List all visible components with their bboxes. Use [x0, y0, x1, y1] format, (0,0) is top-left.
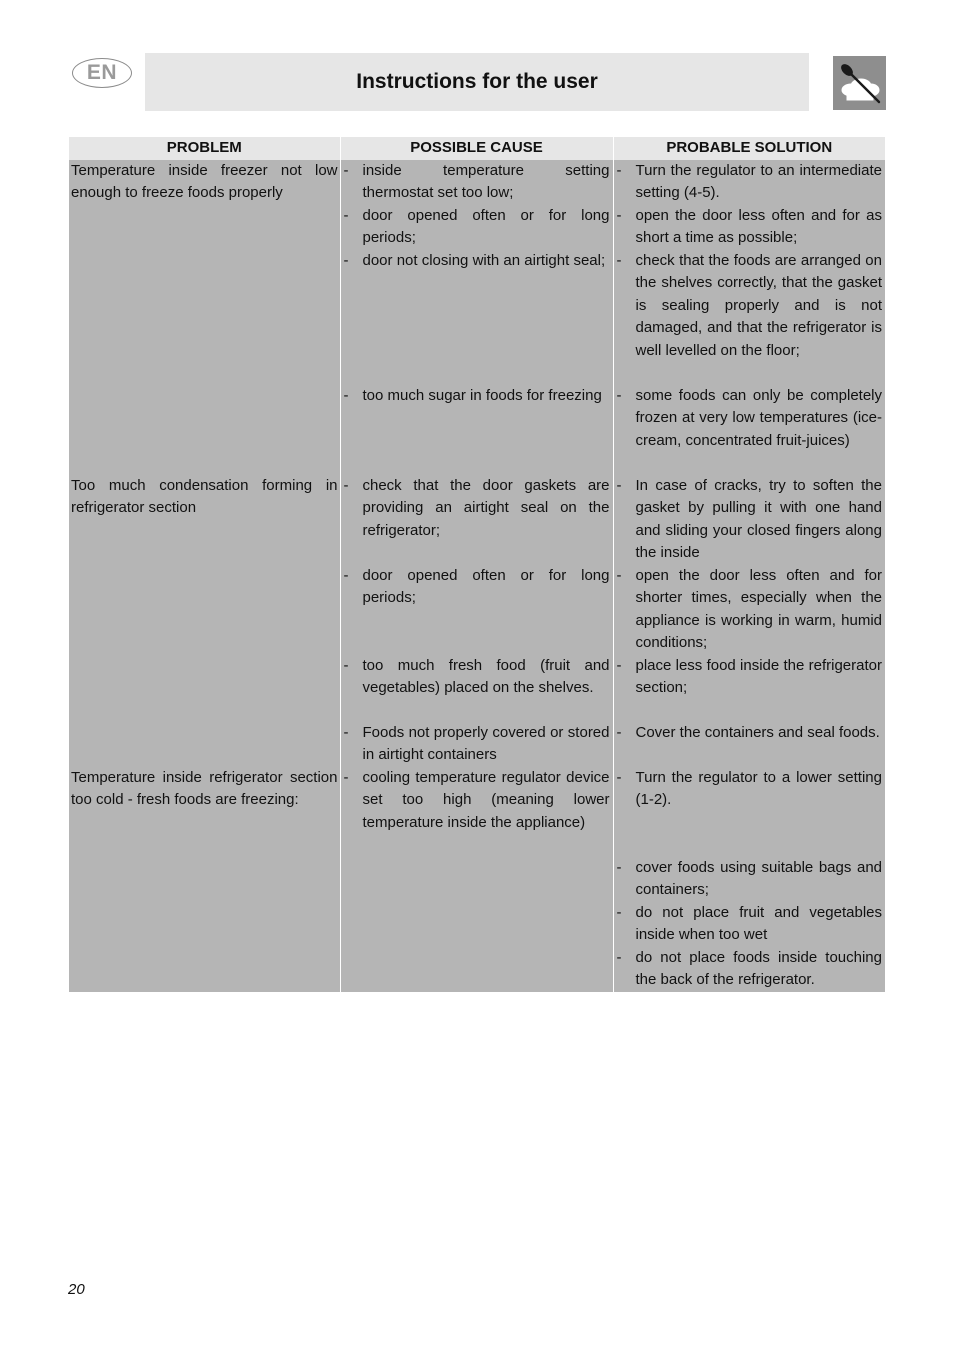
- bullet-dash: -: [343, 476, 349, 494]
- problem-cell: [69, 767, 340, 992]
- bullet-dash: -: [616, 386, 622, 404]
- bullet-dash: -: [343, 723, 349, 741]
- solution-text: check that the foods are arranged on the shelves correctly, that the gasket is sealing properly and is not damaged, and that the refrigerator is well levelled on the floor;: [635, 251, 882, 359]
- bullet-dash: -: [616, 476, 622, 494]
- solution-cell: [613, 767, 885, 992]
- bullet-dash: -: [616, 656, 622, 674]
- solution-cell: [613, 160, 885, 475]
- column-header-solution: PROBABLE SOLUTION: [613, 137, 885, 160]
- bullet-dash: -: [616, 858, 622, 876]
- cause-cell: [340, 160, 613, 475]
- cause-cell: [340, 475, 613, 767]
- bullet-dash: -: [616, 251, 622, 269]
- solution-text: Turn the regulator to a lower setting (1-2).: [635, 768, 882, 808]
- cause-text: inside temperature setting thermostat set too low;: [362, 161, 610, 201]
- table-row: [69, 767, 885, 992]
- page-title: Instructions for the user: [356, 70, 598, 93]
- cause-cell: [340, 767, 613, 992]
- solution-cell: [613, 475, 885, 767]
- bullet-dash: -: [343, 161, 349, 179]
- cause-text: too much sugar in foods for freezing: [362, 386, 602, 404]
- solution-text: open the door less often and for shorter times, especially when the appliance is working in warm, humid conditions;: [635, 566, 882, 651]
- column-header-cause: POSSIBLE CAUSE: [340, 137, 613, 160]
- bullet-dash: -: [616, 723, 622, 741]
- title-bar: [145, 53, 809, 111]
- cause-text: Foods not properly covered or stored in airtight containers: [362, 723, 610, 763]
- table-row: [69, 160, 885, 475]
- problem-cell: [69, 475, 340, 767]
- problem-text: Too much condensation forming in refrigerator section: [71, 476, 338, 516]
- bullet-dash: -: [616, 948, 622, 966]
- bullet-dash: -: [343, 656, 349, 674]
- bullet-dash: -: [343, 386, 349, 404]
- bullet-dash: -: [343, 768, 349, 786]
- bullet-dash: -: [616, 768, 622, 786]
- solution-text: Turn the regulator to an intermediate setting (4-5).: [635, 161, 882, 201]
- bullet-dash: -: [616, 161, 622, 179]
- page-number: 20: [68, 1281, 85, 1298]
- language-badge: [72, 58, 132, 88]
- table-row: [69, 475, 885, 767]
- cause-text: check that the door gaskets are providing an airtight seal on the refrigerator;: [362, 476, 610, 539]
- solution-text: do not place foods inside touching the back of the refrigerator.: [635, 948, 882, 988]
- cause-text: door opened often or for long periods;: [362, 206, 610, 246]
- troubleshooting-table: [69, 137, 885, 992]
- cause-text: cooling temperature regulator device set too high (meaning lower temperature inside the appliance): [362, 768, 610, 831]
- problem-text: Temperature inside refrigerator section too cold - fresh foods are freezing:: [71, 768, 338, 808]
- cause-text: door opened often or for long periods;: [362, 566, 610, 606]
- problem-text: Temperature inside freezer not low enough to freeze foods properly: [71, 161, 338, 201]
- solution-text: do not place fruit and vegetables inside when too wet: [635, 903, 882, 943]
- bullet-dash: -: [616, 206, 622, 224]
- language-label: EN: [86, 61, 118, 84]
- solution-text: place less food inside the refrigerator section;: [635, 656, 882, 696]
- table-header-row: [69, 137, 885, 160]
- bullet-dash: -: [616, 903, 622, 921]
- chef-hat-spoon-icon: [833, 56, 886, 110]
- bullet-dash: -: [343, 566, 349, 584]
- column-header-problem: PROBLEM: [69, 137, 340, 160]
- cause-text: door not closing with an airtight seal;: [362, 251, 606, 269]
- bullet-dash: -: [343, 206, 349, 224]
- cause-text: too much fresh food (fruit and vegetables) placed on the shelves.: [362, 656, 610, 696]
- solution-text: open the door less often and for as short a time as possible;: [635, 206, 882, 246]
- solution-text: In case of cracks, try to soften the gasket by pulling it with one hand and sliding your closed fingers along the inside: [635, 476, 882, 561]
- bullet-dash: -: [616, 566, 622, 584]
- solution-text: cover foods using suitable bags and containers;: [635, 858, 882, 898]
- solution-text: Cover the containers and seal foods.: [635, 723, 880, 741]
- solution-text: some foods can only be completely frozen at very low temperatures (ice-cream, concentrated fruit-juices): [635, 386, 882, 449]
- bullet-dash: -: [343, 251, 349, 269]
- problem-cell: [69, 160, 340, 475]
